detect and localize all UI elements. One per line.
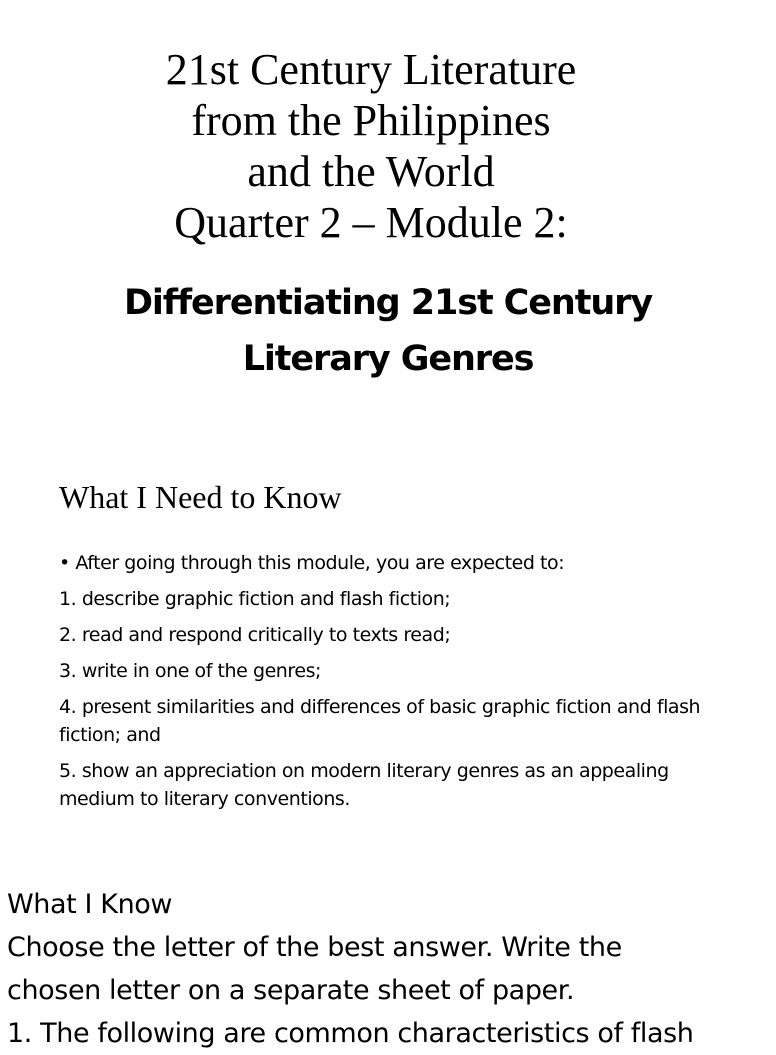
what-i-know-section [7,883,768,1055]
objectives-list [59,549,719,821]
module-subtitle [0,275,776,387]
objective-item-5: 5. show an appreciation on modern literary genres as an appealing medium to literary conventions. [59,760,669,810]
what-i-know-heading: What I Know [7,889,173,920]
subtitle-line-2: Literary Genres [242,339,534,379]
objective-item-3: 3. write in one of the genres; [59,660,321,682]
title-line-3: and the World [247,147,495,196]
module-title [0,44,742,248]
title-line-4: Quarter 2 – Module 2: [174,198,568,247]
need-to-know-heading: What I Need to Know [59,479,342,515]
title-line-1: 21st Century Literature [165,45,577,94]
objectives-intro: • After going through this module, you are expected to: [59,552,565,574]
question-1-partial: 1. The following are common characteristics of flash [7,1018,694,1049]
objective-item-2: 2. read and respond critically to texts read; [59,624,451,646]
title-line-2: from the Philippines [191,96,551,145]
objective-item-1: 1. describe graphic fiction and flash fiction; [59,588,451,610]
objective-item-4: 4. present similarities and differences of basic graphic fiction and flash fiction; and [59,696,701,746]
instruction-line-1: Choose the letter of the best answer. Write the [7,932,622,963]
subtitle-line-1: Differentiating 21st Century [123,283,653,323]
instruction-line-2: chosen letter on a separate sheet of paper. [7,975,575,1006]
